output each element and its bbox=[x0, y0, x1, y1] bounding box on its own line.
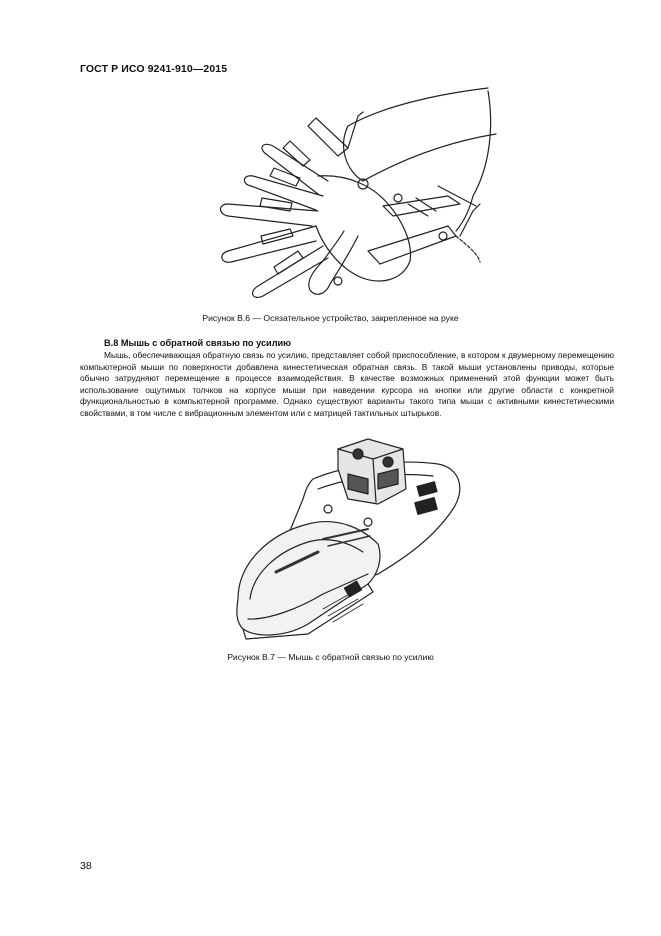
section-b8-title: В.8 Мышь с обратной связью по усилию bbox=[104, 338, 292, 348]
force-feedback-mouse-illustration bbox=[228, 434, 464, 642]
figure-force-feedback-mouse bbox=[228, 434, 464, 642]
page-number: 38 bbox=[80, 860, 92, 872]
figure-haptic-glove bbox=[198, 86, 498, 310]
document-header: ГОСТ Р ИСО 9241-910—2015 bbox=[80, 63, 228, 75]
haptic-glove-illustration bbox=[198, 86, 498, 310]
figure-b7-caption: Рисунок В.7 — Мышь с обратной связью по усилию bbox=[227, 652, 434, 662]
figure-b6-caption: Рисунок В.6 — Осязательное устройство, закрепленное на руке bbox=[202, 313, 459, 323]
section-b8-paragraph: Мышь, обеспечивающая обратную связь по усилию, представляет собой приспособление, в котором к двумерному перемещению компьютерной мыши по поверхности добавлена кинестетическая обратная связь. В такой мыши установлены приводы, которые обычно затрудняют перемещение в процессе взаимодействия. В качестве возможных применений этой функции может быть использование ощутимых толчков на корпусе мыши при наведении курсора на кнопки или другие области с конкретной функциональностью в компьютерной программе. Однако существуют варианты такого типа мыши с активными кинестетическими свойствами, в том числе с вибрационным элементом или с матрицей тактильных штырьков. bbox=[80, 350, 614, 418]
